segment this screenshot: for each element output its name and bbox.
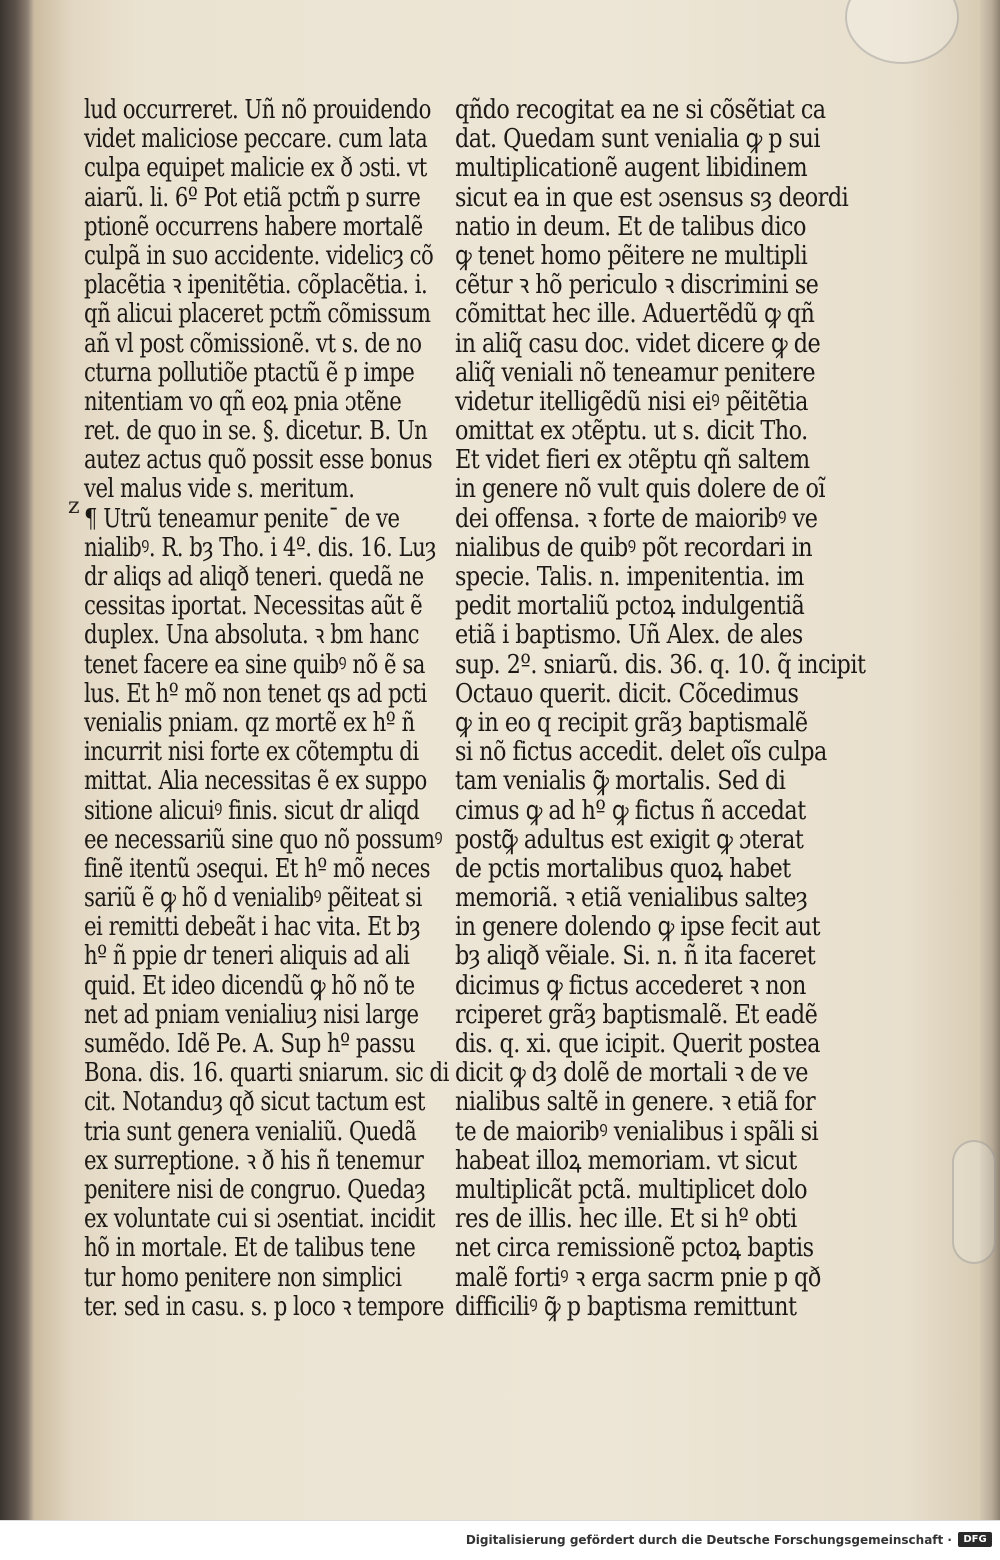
right-column-line: aliq̃ veniali nõ teneamur penitere [455,357,816,388]
text-column-right [455,95,866,1322]
right-column-line: pedit mortaliũ pctoꝝ indulgentiã [455,591,805,622]
left-column-line: ei remitti debeãt i hac vita. Et bȝ [84,912,421,943]
footer-bar [0,1520,1000,1560]
right-column-line: dicit ꝙ dȝ dolẽ de mortali ꝛ de ve [455,1058,808,1089]
left-column-line: sitione alicuiꝰ finis. sicut dr aliqd [84,795,420,826]
right-column-line: nialibus de quibꝰ põt recordari in [455,532,813,563]
right-column-line: ꝙ tenet homo pẽitere ne multipli [455,240,808,271]
left-column-line: quid. Et ideo dicendũ ꝙ hõ nõ te [84,970,415,1001]
left-column-line: cturna pollutiõe ptactũ ẽ p impe [84,357,415,388]
right-column-line: sup. 2º. sniarũ. dis. 36. q. 10. q̃ incipit [455,649,866,680]
right-column-line: in genere nõ vult quis dolere de oĩ [455,474,825,505]
left-column-line: lud occurreret. Uñ nõ prouidendo [84,95,431,125]
right-column-line: bȝ aliqð vẽiale. Si. n. ñ ita faceret [455,941,816,972]
left-column-line: hõ in mortale. Et de talibus tene [84,1233,416,1264]
left-column-line: duplex. Una absoluta. ꝛ bm hanc [84,620,419,651]
left-column-line: lus. Et hº mõ non tenet qs ad pcti [84,678,427,709]
left-column-line: net ad pniam venialiuȝ nisi large [84,999,419,1030]
left-column-line: placẽtia ꝛ ipenitẽtia. cõplacẽtia. i. [84,270,428,301]
left-column-line: nialibꝰ. R. bȝ Tho. i 4º. dis. 16. Luȝ [84,532,436,563]
left-column-line: hº ñ ppie dr teneri aliquis ad ali [84,941,410,972]
left-column-line: ee necessariũ sine quo nõ possumꝰ [84,824,443,855]
left-column-line: vel malus vide s. meritum. [84,474,355,505]
book-spine-edge [0,0,34,1520]
right-column-line: res de illis. hec ille. Et si hº obti [455,1204,797,1235]
left-column-line: cit. Notanduȝ qð sicut tactum est [84,1087,425,1118]
left-column-line: penitere nisi de congruo. Quedaȝ [84,1174,426,1205]
page-fore-edge [980,0,1000,1520]
text-column-left [84,95,449,1322]
left-column-line: ex surreptione. ꝛ ð his ñ tenemur [84,1145,424,1176]
left-column-line: incurrit nisi forte ex cõtemptu di [84,737,419,768]
right-column-line: Et videt fieri ex ɔtẽptu qñ saltem [455,445,810,476]
right-column-line: omittat ex ɔtẽptu. ut s. dicit Tho. [455,416,808,447]
left-column-line: ptionẽ occurrens habere mortalẽ [84,211,423,242]
left-column-line: tenet facere ea sine quibꝰ nõ ẽ sa [84,649,425,680]
right-column-line: in genere dolendo ꝙ ipse fecit aut [455,912,820,943]
right-column-line: malẽ fortiꝰ ꝛ erga sacrm pnie p qð [455,1262,821,1293]
left-column-line: qñ alicui placeret pctm̃ cõmissum [84,299,431,330]
left-column-line: venialis pniam. qz mortẽ ex hº ñ [84,707,415,738]
right-column-line: te de maioribꝰ venialibus i spãli si [455,1116,819,1147]
right-column-line: multiplicãt pctã. multiplicet dolo [455,1174,808,1205]
margin-note: z [68,494,80,519]
left-column-line: mittat. Alia necessitas ẽ ex suppo [84,766,427,797]
right-column-line: difficiliꝰ ꝙ̃ p baptisma remittunt [455,1291,797,1322]
right-column-line: de pctis mortalibus quoꝝ habet [455,853,791,884]
left-column-line: Bona. dis. 16. quarti sniarum. sic di [84,1058,449,1089]
left-column-line: ex voluntate cui si ɔsentiat. incidit [84,1204,435,1235]
right-column-line: net circa remissionẽ pctoꝝ baptis [455,1233,814,1264]
right-column-line: postꝙ̃ adultus est exigit ꝙ ɔterat [455,824,804,855]
left-column-line: tur homo penitere non simplici [84,1262,402,1293]
left-column-line: finẽ itentũ ɔsequi. Et hº mõ neces [84,853,431,884]
left-column-line: ter. sed in casu. s. p loco ꝛ tempore [84,1291,444,1322]
left-column-line: sariũ ẽ ꝙ hõ d venialibꝰ pẽiteat si [84,883,422,914]
right-column-line: qñdo recogitat ea ne si cõsẽtiat ca [455,95,826,125]
right-column-line: ꝙ in eo q recipit grãȝ baptismalẽ [455,707,808,738]
left-column-line: videt maliciose peccare. cum lata [84,124,428,155]
right-column-line: etiã i baptismo. Uñ Alex. de ales [455,620,803,651]
right-column-line: dat. Quedam sunt venialia ꝙ p sui [455,124,820,155]
left-column-line: culpã in suo accidente. videlicȝ cõ [84,240,434,271]
left-column-line: nitentiam vo qñ eoꝝ pnia ɔtẽne [84,386,402,417]
left-column-line: dr aliqs ad aliqð teneri. quedã ne [84,562,424,592]
left-column-line: autez actus quõ possit esse bonus [84,445,433,476]
right-column-line: cẽtur ꝛ hõ periculo ꝛ discrimini se [455,270,819,301]
right-column-line: habeat illoꝝ memoriam. vt sicut [455,1145,797,1176]
right-column-line: sicut ea in que est ɔsensus sȝ deordi [455,182,849,213]
right-column-line: dei offensa. ꝛ forte de maioribꝰ ve [455,503,818,534]
right-column-line: cõmittat hec ille. Aduertẽdũ ꝙ qñ [455,299,815,330]
right-column-line: multiplicationẽ augent libidinem [455,153,808,184]
left-column-line: culpa equipet malicie ex ð ɔsti. vt [84,153,427,184]
footer-credit: Digitalisierung gefördert durch die Deutsche Forschungsgemeinschaft · [465,1533,952,1547]
clip-mark-side [952,1140,996,1264]
right-column-line: si nõ fictus accedit. delet oĩs culpa [455,737,827,768]
left-column-line: cessitas iportat. Necessitas aũt ẽ [84,591,423,622]
left-column-line: aiarũ. li. 6º Pot etiã pctm̃ p surre [84,182,421,213]
dfg-logo: DFG [958,1532,992,1547]
left-column-line: ret. de quo in se. §. dicetur. B. Un [84,416,428,447]
left-column-line: tria sunt genera venialiũ. Quedã [84,1116,417,1147]
right-column-line: specie. Talis. n. impenitentia. im [455,562,804,592]
left-column-line: ¶ Utrũ teneamur peniteˉ de ve [84,503,400,534]
right-column-line: memoriã. ꝛ etiã venialibus salteȝ [455,883,808,914]
right-column-line: rciperet grãȝ baptismalẽ. Et eadẽ [455,999,818,1030]
left-column-line: sumẽdo. Idẽ Pe. A. Sup hº passu [84,1029,416,1059]
right-column-line: natio in deum. Et de talibus dico [455,211,806,242]
right-column-line: cimus ꝙ ad hº ꝙ fictus ñ accedat [455,795,806,826]
right-column-line: tam venialis ꝙ̃ mortalis. Sed di [455,766,786,797]
right-column-line: in aliq̃ casu doc. videt dicere ꝙ de [455,328,821,359]
right-column-line: dicimus ꝙ fictus accederet ꝛ non [455,970,806,1001]
right-column-line: dis. q. xi. que icipit. Querit postea [455,1029,820,1059]
right-column-line: nialibus saltẽ in genere. ꝛ etiã for [455,1087,816,1118]
left-column-line: añ vl post cõmissionẽ. vt s. de no [84,328,422,359]
right-column-line: videtur itelligẽdũ nisi eiꝰ pẽitẽtia [455,386,808,417]
right-column-line: Octauo querit. dicit. Cõcedimus [455,678,799,709]
